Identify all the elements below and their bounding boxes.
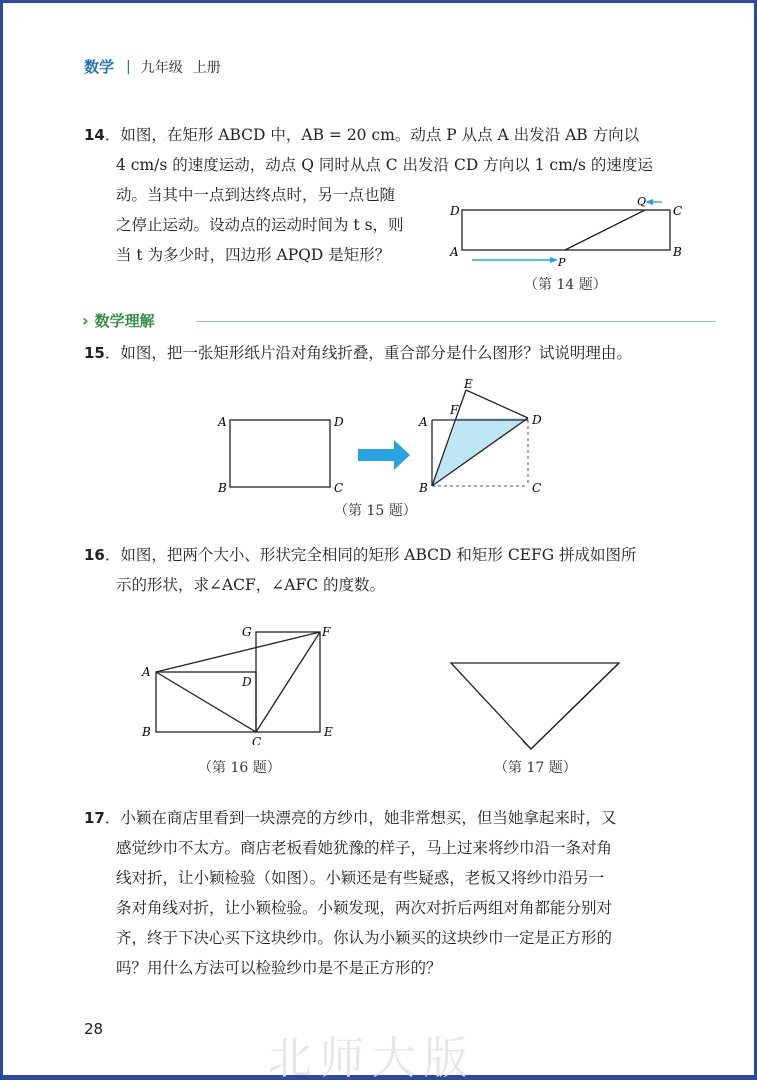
problem-text: ．如图，把一张矩形纸片沿对角线折叠，重合部分是什么图形？试说明理由。 <box>104 344 632 362</box>
arrow-shaft <box>358 449 396 461</box>
label-e: E <box>324 725 333 739</box>
rectangle-abcd <box>462 210 670 250</box>
header-separator: | <box>126 58 131 75</box>
segment-ac <box>156 672 256 732</box>
label-b: B <box>673 245 682 259</box>
header-volume: 上册 <box>192 59 221 76</box>
side-ed <box>466 390 528 418</box>
problem-text: ．如图，在矩形 ABCD 中，AB = 20 cm。动点 P 从点 A 出发沿 AB 方向以 <box>104 126 640 144</box>
rectangle-before <box>230 420 330 487</box>
label-g: G <box>242 625 252 639</box>
figure-15 <box>210 378 560 496</box>
label-d: D <box>242 675 252 689</box>
header-subject: 数学 <box>84 58 115 76</box>
problem-14-line4: 之停止运动。设动点的运动时间为 t s，则 <box>116 216 404 234</box>
caption-14: （第 14 题） <box>524 277 607 293</box>
label-d-left: D <box>334 415 344 429</box>
problem-17 <box>84 803 616 983</box>
problem-15 <box>84 338 632 368</box>
problem-17-line3: 线对折，让小颖检验（如图）。小颖还是有些疑惑，老板又将纱巾沿另一 <box>116 869 605 887</box>
problem-14-line2: 4 cm/s 的速度运动，动点 Q 同时从点 C 出发沿 CD 方向以 1 cm/s 的速度运 <box>116 156 653 174</box>
label-q: Q <box>637 195 647 208</box>
label-c-right: C <box>532 481 542 495</box>
problem-text: ．如图，把两个大小、形状完全相同的矩形 ABCD 和矩形 CEFG 拼成如图所 <box>104 546 637 564</box>
label-c-left: C <box>334 481 344 495</box>
label-c: C <box>673 204 683 218</box>
label-a-left: A <box>218 415 227 429</box>
problem-17-line4: 条对角线对折，让小颖检验。小颖发现，两次对折后两组对角都能分别对 <box>116 899 613 917</box>
label-f-right: F <box>450 403 459 417</box>
problem-number: 17 <box>84 809 105 827</box>
figure-14 <box>440 190 700 270</box>
label-e-right: E <box>464 378 473 391</box>
section-divider <box>196 321 716 322</box>
label-a-right: A <box>419 415 428 429</box>
caption-15: （第 15 题） <box>334 503 417 519</box>
section-heading <box>82 310 155 331</box>
label-b-right: B <box>419 481 428 495</box>
label-a: A <box>450 245 459 259</box>
problem-14-line1 <box>84 120 653 150</box>
arrow-right-icon <box>394 440 410 470</box>
segment-pq <box>565 210 645 250</box>
watermark: 北师大版 <box>268 1033 476 1084</box>
segment-cf <box>256 632 320 732</box>
figure-17 <box>445 655 625 755</box>
problem-number: 14 <box>84 126 105 144</box>
label-c: C <box>252 735 262 745</box>
problem-number: 16 <box>84 546 105 564</box>
label-b-left: B <box>218 481 227 495</box>
problem-17-line2: 感觉纱巾不太方。商店老板看她犹豫的样子，马上过来将纱巾沿一条对角 <box>116 839 613 857</box>
problem-16-line2: 示的形状，求∠ACF，∠AFC 的度数。 <box>116 576 386 594</box>
caption-16: （第 16 题） <box>198 760 281 776</box>
problem-number: 15 <box>84 344 105 362</box>
label-a: A <box>142 665 151 679</box>
problem-17-line5: 齐，终于下决心买下这块纱巾。你认为小颖买的这块纱巾一定是正方形的 <box>116 929 613 947</box>
label-d-right: D <box>532 413 542 427</box>
problem-text: ．小颖在商店里看到一块漂亮的方纱巾，她非常想买，但当她拿起来时，又 <box>104 809 617 827</box>
section-title: 数学理解 <box>94 312 155 330</box>
label-f: F <box>322 625 331 639</box>
arrow-p-head <box>550 257 558 263</box>
folded-edge <box>523 663 619 749</box>
figure-16 <box>138 620 348 745</box>
page-header <box>84 56 221 77</box>
page-number: 28 <box>84 1020 104 1038</box>
problem-16 <box>84 540 637 600</box>
arrow-q-head <box>645 199 653 205</box>
problem-14-line5: 当 t 为多少时，四边形 APQD 是矩形？ <box>116 246 391 264</box>
header-grade: 九年级 <box>140 59 183 76</box>
label-d: D <box>450 204 460 218</box>
problem-14-line3: 动。当其中一点到达终点时，另一点也随 <box>116 186 396 204</box>
chevron-right-icon: › <box>82 311 89 330</box>
caption-17: （第 17 题） <box>494 760 577 776</box>
folded-triangle <box>451 663 619 749</box>
label-b: B <box>142 725 151 739</box>
segment-af <box>156 632 320 672</box>
problem-17-line6: 吗？用什么方法可以检验纱巾是不是正方形的？ <box>116 959 442 977</box>
label-p: P <box>558 256 566 269</box>
